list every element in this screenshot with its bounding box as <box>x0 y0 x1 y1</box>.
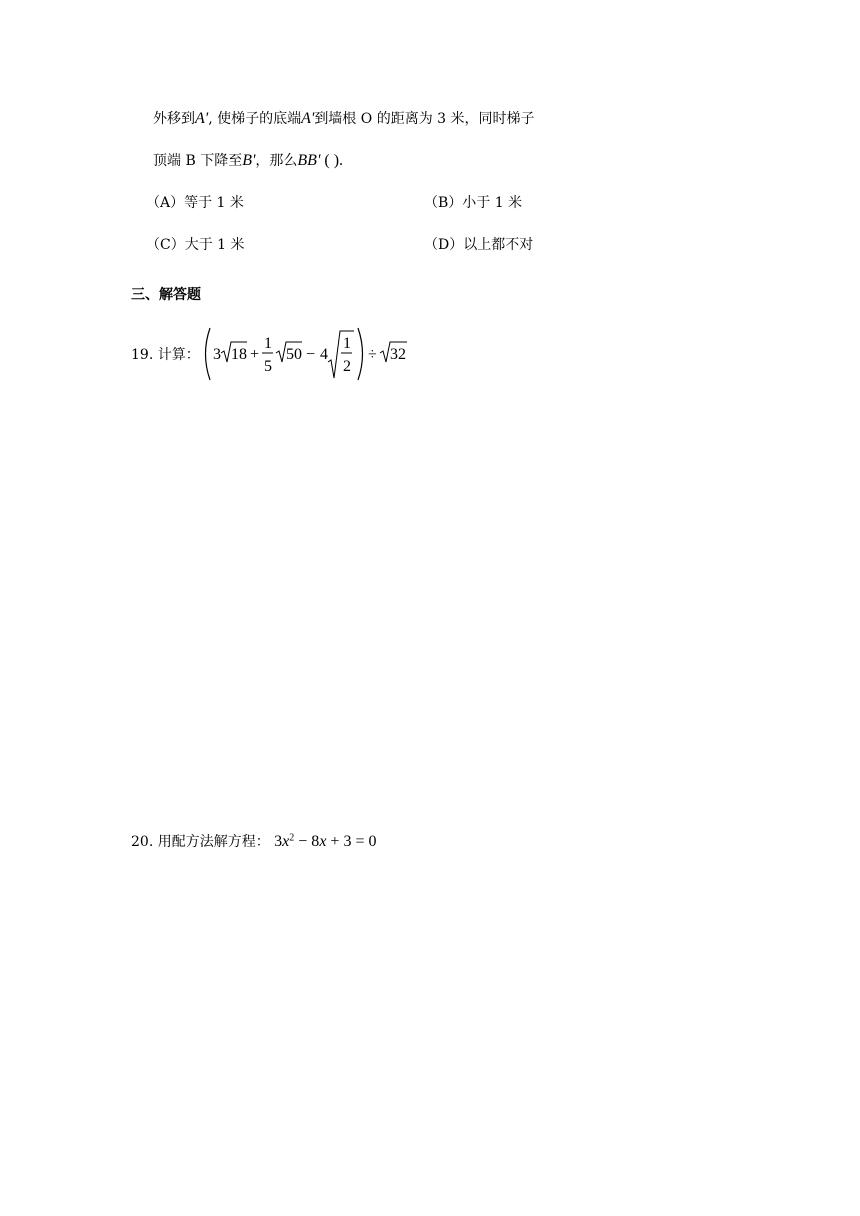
q19-coef-3: 4 <box>319 346 328 363</box>
q20-var-x: x <box>282 833 290 850</box>
q18-var-bb-prime: BB' <box>297 152 321 169</box>
q18-line2-text-a: 顶端 B 下降至 <box>153 153 243 169</box>
q20-rest-2: + 3 = 0 <box>326 833 377 850</box>
q19-prefix: 19. 计算： <box>131 347 200 363</box>
right-paren <box>358 328 363 380</box>
q19-frac2-den: 2 <box>342 358 351 375</box>
q18-option-c: （C）大于 1 米 <box>146 237 245 253</box>
q19-frac1-den: 5 <box>263 358 272 375</box>
q18-option-d: （D）以上都不对 <box>424 237 534 253</box>
q18-var-b-prime: B' <box>242 152 256 169</box>
q18-line-2 <box>153 150 343 170</box>
q19-radicand-2: 50 <box>285 346 302 363</box>
q20-line <box>131 831 376 851</box>
q19-radicand-4: 32 <box>389 346 406 363</box>
q20-var-x-2: x <box>319 833 327 850</box>
q18-line1-text-a: 外移到 <box>153 111 195 127</box>
q18-answer-blank: ( ). <box>324 152 344 169</box>
q18-line2-text-b: ，那么 <box>255 153 298 169</box>
q19-expression <box>200 326 412 382</box>
q19-line <box>131 326 412 382</box>
q19-plus: + <box>249 346 259 363</box>
q20-exponent: 2 <box>289 832 295 844</box>
left-paren <box>205 328 210 380</box>
q20-rest-1: − 8 <box>294 833 320 850</box>
q19-frac2-num: 1 <box>342 335 351 352</box>
q18-option-b: （B）小于 1 米 <box>424 195 523 211</box>
section-title: 三、解答题 <box>131 287 201 303</box>
q19-minus: − <box>305 346 315 363</box>
q18-line1-text-c: 到墙根 O 的距离为 3 米，同时梯子 <box>314 111 535 127</box>
q18-line1-text-b: , 使梯子的底端 <box>208 111 302 127</box>
q19-radicand-1: 18 <box>230 346 247 363</box>
q18-var-a-prime-2: A' <box>301 110 315 127</box>
q20-prefix: 20. 用配方法解方程： <box>131 834 270 850</box>
q18-var-a-prime: A' <box>195 110 209 127</box>
q19-coef-1: 3 <box>212 346 221 363</box>
q18-option-a: （A）等于 1 米 <box>146 195 244 211</box>
q20-coef: 3 <box>274 833 283 850</box>
q19-div: ÷ <box>367 346 377 363</box>
q19-frac1-num: 1 <box>263 335 272 352</box>
q18-line-1 <box>153 108 535 128</box>
